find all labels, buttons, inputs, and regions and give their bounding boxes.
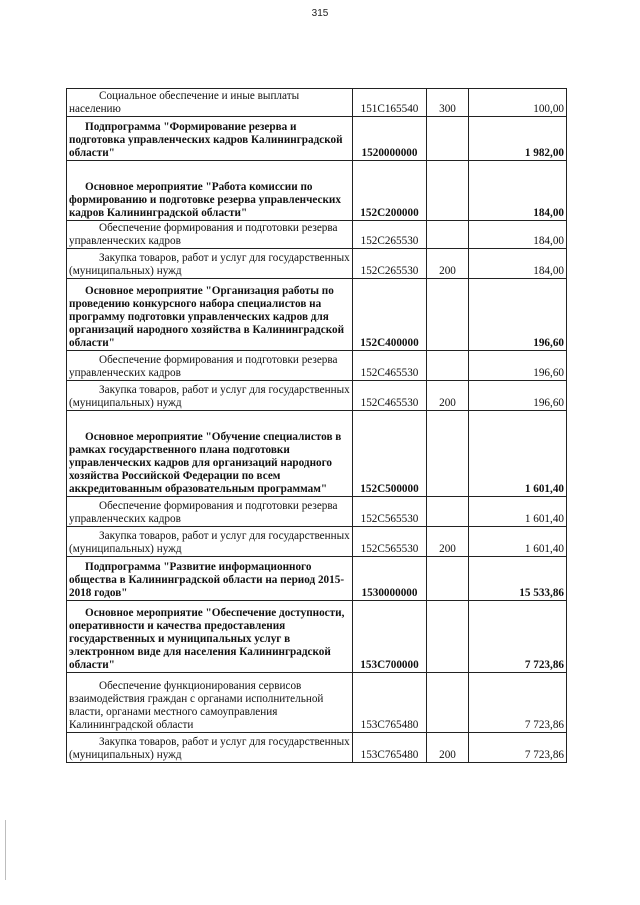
row-name-cell [67, 161, 353, 221]
row-name: Обеспечение формирования и подготовки резерва управленческих кадров [69, 354, 338, 379]
row-amount: 196,60 [469, 381, 567, 411]
row-code: 151С165540 [353, 89, 427, 117]
row-name-cell [67, 673, 353, 733]
row-amount: 184,00 [469, 249, 567, 279]
table-row [67, 673, 567, 733]
row-code: 152С565530 [353, 497, 427, 527]
row-amount: 100,00 [469, 89, 567, 117]
row-name-cell [67, 557, 353, 601]
row-amount: 184,00 [469, 221, 567, 249]
row-code: 152С265530 [353, 249, 427, 279]
row-expense-type [427, 557, 469, 601]
row-name: Закупка товаров, работ и услуг для государственных (муниципальных) нужд [69, 252, 350, 277]
row-code: 153С765480 [353, 673, 427, 733]
row-name: Закупка товаров, работ и услуг для государственных (муниципальных) нужд [69, 384, 350, 409]
table-row [67, 557, 567, 601]
row-expense-type [427, 351, 469, 381]
page-number: 315 [311, 8, 329, 19]
table-row [67, 351, 567, 381]
row-expense-type: 200 [427, 733, 469, 763]
row-name: Обеспечение формирования и подготовки резерва управленческих кадров [69, 222, 338, 247]
row-name-cell [67, 249, 353, 279]
row-code: 152С500000 [353, 411, 427, 497]
row-name: Подпрограмма "Развитие информационного общества в Калининградской области на период 2015-2018 годов" [69, 561, 345, 599]
row-expense-type [427, 497, 469, 527]
row-expense-type: 300 [427, 89, 469, 117]
row-code: 1530000000 [353, 557, 427, 601]
table-row [67, 161, 567, 221]
row-name-cell [67, 279, 353, 351]
row-name: Основное мероприятие "Обучение специалистов в рамках государственного плана подготовки управленческих кадров для организаций народного хозяйства Российской Федерации по всем аккредитованным образовательным программам" [69, 431, 342, 495]
row-expense-type [427, 279, 469, 351]
table-row [67, 381, 567, 411]
row-amount: 7 723,86 [469, 673, 567, 733]
row-code: 152С565530 [353, 527, 427, 557]
budget-table-body [67, 89, 567, 763]
row-expense-type [427, 411, 469, 497]
row-code: 153С765480 [353, 733, 427, 763]
row-name-cell [67, 601, 353, 673]
row-name: Основное мероприятие "Работа комиссии по формированию и подготовке резерва управленческих кадров Калининградской области" [69, 181, 341, 219]
row-amount: 184,00 [469, 161, 567, 221]
row-amount: 15 533,86 [469, 557, 567, 601]
row-expense-type [427, 117, 469, 161]
row-code: 153С700000 [353, 601, 427, 673]
row-name: Обеспечение функционирования сервисов взаимодействия граждан с органами исполнительной власти, органами местного самоуправления Калининградской области [69, 680, 324, 731]
row-code: 152С265530 [353, 221, 427, 249]
row-name-cell [67, 381, 353, 411]
row-expense-type: 200 [427, 381, 469, 411]
table-row [67, 497, 567, 527]
row-name-cell [67, 351, 353, 381]
row-amount: 7 723,86 [469, 601, 567, 673]
row-name: Закупка товаров, работ и услуг для государственных (муниципальных) нужд [69, 736, 350, 761]
row-amount: 1 601,40 [469, 527, 567, 557]
table-row [67, 527, 567, 557]
row-name-cell [67, 221, 353, 249]
row-name: Закупка товаров, работ и услуг для государственных (муниципальных) нужд [69, 530, 350, 555]
row-amount: 196,60 [469, 279, 567, 351]
row-name-cell [67, 117, 353, 161]
row-amount: 1 982,00 [469, 117, 567, 161]
row-expense-type [427, 601, 469, 673]
row-amount: 196,60 [469, 351, 567, 381]
table-row [67, 411, 567, 497]
row-name: Подпрограмма "Формирование резерва и подготовка управленческих кадров Калининградской области" [69, 121, 343, 159]
row-amount: 7 723,86 [469, 733, 567, 763]
row-code: 152С465530 [353, 381, 427, 411]
row-name: Социальное обеспечение и иные выплаты населению [69, 90, 300, 115]
row-name: Обеспечение формирования и подготовки резерва управленческих кадров [69, 500, 338, 525]
row-name-cell [67, 527, 353, 557]
row-expense-type [427, 221, 469, 249]
row-expense-type: 200 [427, 527, 469, 557]
row-name-cell [67, 89, 353, 117]
table-row [67, 221, 567, 249]
row-expense-type [427, 673, 469, 733]
row-code: 152С465530 [353, 351, 427, 381]
budget-table [66, 88, 567, 763]
row-name: Основное мероприятие "Организация работы по проведению конкурсного набора специалистов на программу подготовки управленческих кадров для организаций народного хозяйства в Калининградской области" [69, 285, 345, 349]
table-row [67, 117, 567, 161]
row-code: 152С200000 [353, 161, 427, 221]
table-row [67, 279, 567, 351]
row-name-cell [67, 497, 353, 527]
scan-edge-mark [5, 820, 6, 880]
row-expense-type [427, 161, 469, 221]
row-code: 152С400000 [353, 279, 427, 351]
row-amount: 1 601,40 [469, 411, 567, 497]
table-row [67, 733, 567, 763]
table-row [67, 249, 567, 279]
table-row [67, 601, 567, 673]
row-code: 1520000000 [353, 117, 427, 161]
row-name-cell [67, 411, 353, 497]
row-expense-type: 200 [427, 249, 469, 279]
table-row [67, 89, 567, 117]
row-name-cell [67, 733, 353, 763]
row-amount: 1 601,40 [469, 497, 567, 527]
row-name: Основное мероприятие "Обеспечение доступности, оперативности и качества предоставления государственных и муниципальных услуг в электронном виде для населения Калининградской области" [69, 607, 345, 671]
